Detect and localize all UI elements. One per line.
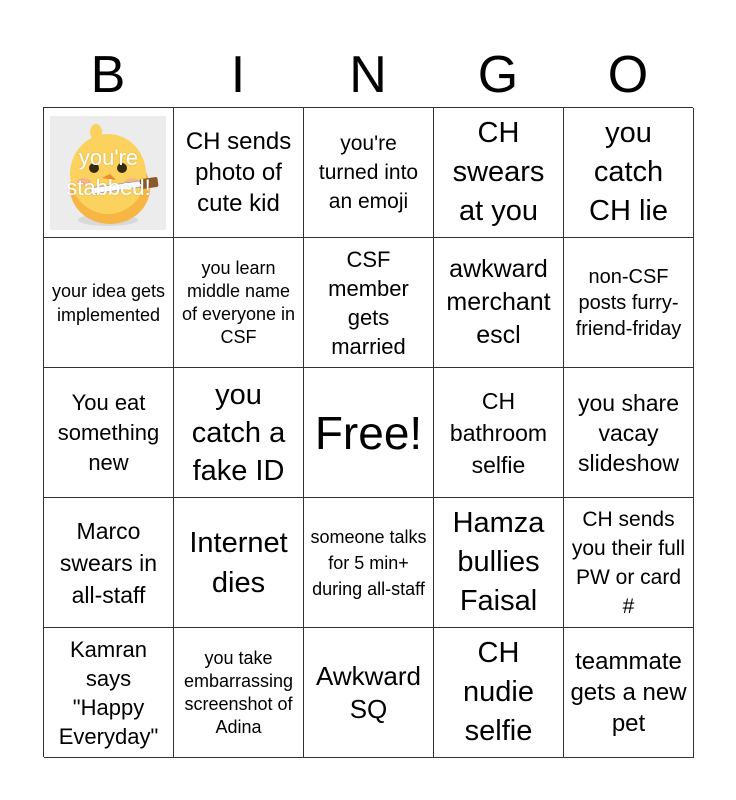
bingo-cell-text: you catch a fake ID: [191, 378, 286, 487]
bingo-cell-text: non-CSF posts furry-friend-friday: [575, 265, 682, 340]
bingo-cell-text: your idea gets implemented: [51, 280, 166, 325]
bingo-cell-r1c1[interactable]: [44, 108, 174, 238]
bingo-cell-text: CH sends photo of cute kid: [185, 128, 292, 217]
bingo-header: [43, 44, 693, 106]
bingo-cell-text: Marco swears in all-staff: [59, 517, 158, 608]
bingo-grid: [43, 107, 693, 757]
bingo-cell-r5c5[interactable]: [564, 628, 694, 758]
bingo-cell-r4c2[interactable]: [174, 498, 304, 628]
bingo-cell-text: Kamran says "Happy Everyday": [58, 636, 159, 749]
bingo-cell-r5c3[interactable]: [304, 628, 434, 758]
bingo-cell-text: You eat something new: [57, 389, 160, 475]
bingo-cell-r1c4[interactable]: [434, 108, 564, 238]
bingo-cell-r2c3[interactable]: [304, 238, 434, 368]
bingo-cell-r3c4[interactable]: [434, 368, 564, 498]
bingo-cell-r1c5[interactable]: [564, 108, 694, 238]
header-letter-n: N: [349, 46, 387, 104]
bingo-cell-text: teammate gets a new pet: [570, 648, 687, 737]
bingo-cell-r4c4[interactable]: [434, 498, 564, 628]
bingo-cell-r4c5[interactable]: [564, 498, 694, 628]
header-letter-o: O: [607, 46, 649, 104]
bingo-cell-r3c2[interactable]: [174, 368, 304, 498]
bingo-cell-r5c4[interactable]: [434, 628, 564, 758]
bingo-cell-r5c1[interactable]: [44, 628, 174, 758]
bingo-cell-text: someone talks for 5 min+ during all-staff: [310, 526, 427, 599]
bingo-cell-text: CSF member gets married: [328, 246, 409, 359]
bingo-cell-text: you catch CH lie: [589, 117, 668, 227]
bingo-cell-text: CH sends you their full PW or card #: [571, 507, 686, 618]
bingo-cell-r2c1[interactable]: [44, 238, 174, 368]
bingo-cell-r5c2[interactable]: [174, 628, 304, 758]
bingo-cell-text: you're stabbed!: [66, 144, 151, 200]
bingo-cell-text: Free!: [314, 406, 423, 459]
bingo-cell-text: you learn middle name of everyone in CSF: [181, 257, 296, 347]
header-letter-i: I: [230, 46, 246, 104]
bingo-cell-r3c5[interactable]: [564, 368, 694, 498]
header-letter-b: B: [90, 46, 126, 104]
bingo-cell-r3c1[interactable]: [44, 368, 174, 498]
bingo-cell-text: CH swears at you: [452, 117, 545, 227]
bingo-cell-r2c5[interactable]: [564, 238, 694, 368]
bingo-cell-r1c2[interactable]: [174, 108, 304, 238]
bingo-cell-text: Hamza bullies Faisal: [452, 507, 545, 617]
bingo-cell-r4c3[interactable]: [304, 498, 434, 628]
bingo-cell-text: you're turned into an emoji: [318, 132, 419, 213]
bingo-cell-text: awkward merchant escl: [446, 255, 551, 349]
bingo-cell-text: Awkward SQ: [315, 660, 421, 724]
header-letter-g: G: [477, 46, 519, 104]
bingo-cell-text: Internet dies: [189, 526, 288, 599]
bingo-cell-text: CH nudie selfie: [463, 637, 534, 747]
bingo-cell-text: CH bathroom selfie: [449, 387, 548, 478]
bingo-cell-text: you take embarrassing screenshot of Adina: [183, 647, 294, 737]
bingo-cell-text: you share vacay slideshow: [577, 389, 679, 476]
bingo-cell-r4c1[interactable]: [44, 498, 174, 628]
bingo-cell-r2c4[interactable]: [434, 238, 564, 368]
bingo-cell-r3c3[interactable]: [304, 368, 434, 498]
bingo-cell-r2c2[interactable]: [174, 238, 304, 368]
bingo-cell-r1c3[interactable]: [304, 108, 434, 238]
